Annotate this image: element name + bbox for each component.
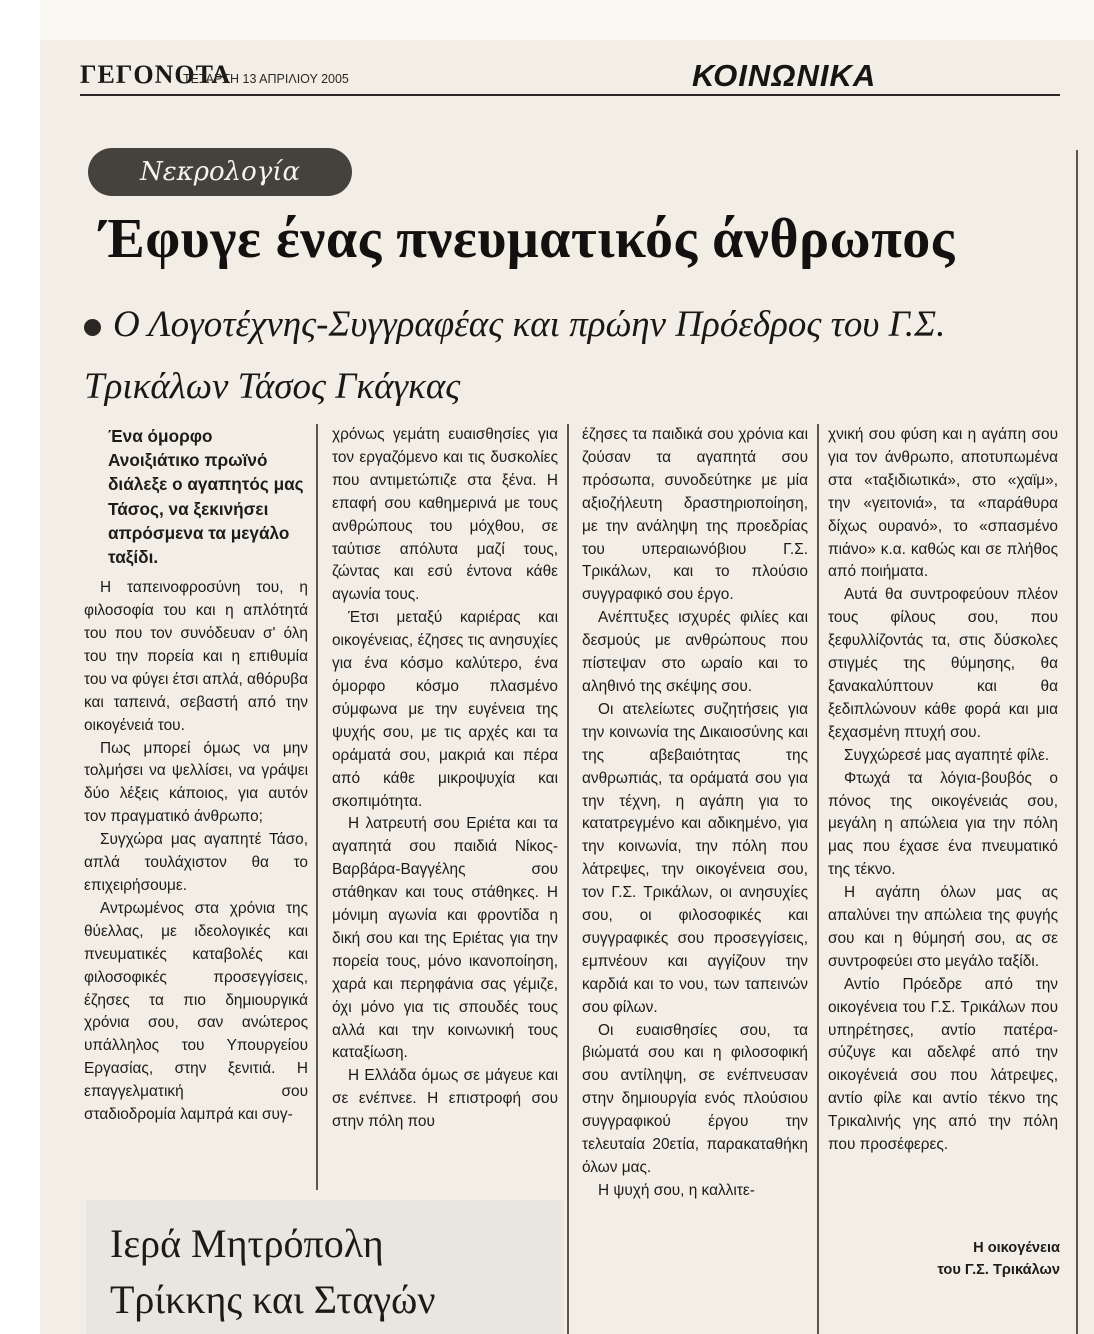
subheadline xyxy=(84,294,1044,418)
headline: Έφυγε ένας πνευματικός άνθρωπος xyxy=(100,208,955,270)
paragraph: χρόνως γεμάτη ευαισθησίες για τον εργαζόμενο και τις δυσκολίες που αντιμετώπιζε στα ξένα. Η επαφή σου καθημερινά με τους ανθρώπους του μόχθου, σε ταύτισε απόλυτα μαζί τους, ζώντας και εσύ έντονα κάθε αγωνία τους. xyxy=(332,426,558,604)
article-column-1 xyxy=(84,424,308,1127)
paragraph: Συγχώρα μας αγαπητέ Τάσο, απλά τουλάχιστον θα το επιχειρήσουμε. xyxy=(84,831,308,894)
adjacent-ad-text xyxy=(110,1216,550,1328)
section-title: ΚΟΙΝΩΝΙΚΑ xyxy=(692,58,877,93)
paragraph: Φτωχά τα λόγια-βουβός ο πόνος της οικογένειάς σου, μεγάλη η απώλεια για την πόλη μας που έχασε ένα πνευματικό της τέκνο. xyxy=(828,769,1058,879)
signature-line: του Γ.Σ. Τρικάλων xyxy=(937,1262,1060,1278)
paragraph: Συγχώρεσέ μας αγαπητέ φίλε. xyxy=(844,746,1050,764)
paragraph: Έτσι μεταξύ καριέρας και οικογένειας, έζησες τις ανησυχίες για ένα κόσμο καλύτερο, ένα όμορφο κόσμο πλασμένο σύμφωνα με την ευγένεια της ψυχής σου, με τις αρχές και τα οράματά σου, μακριά και πέρα από κάθε μικροψυχία και σκοπιμότητα. xyxy=(332,609,558,810)
paragraph: Αντρωμένος στα χρόνια της θύελλας, με ιδεολογικές και πνευματικές καταβολές και φιλοσοφικές προσεγγίσεις, έζησες τα πιο δημιουργικά χρόνια σου, σαν ανώτερος υπάλληλος του Υπουργείου Εργασίας, στην ξενιτιά. Η επαγγελματική σου σταδιοδρομία λαμπρά και συγ- xyxy=(84,899,308,1124)
masthead xyxy=(80,58,1060,96)
column-rule-3 xyxy=(817,424,819,1334)
ad-line: Τρίκκης και Σταγών xyxy=(110,1277,436,1322)
signature xyxy=(820,1237,1060,1281)
signature-line: Η οικογένεια xyxy=(973,1240,1060,1256)
paragraph: Η ψυχή σου, η καλλιτε- xyxy=(598,1181,755,1199)
paragraph: Οι ατελείωτες συζητήσεις για την κοινωνία της Δικαιοσύνης και της αβεβαιότητας της ανθρωπιάς, τα οράματά σου για την τέχνη, η αγάπη για το κατατρεγμένο και αδικημένο, για την κοινωνία, την πόλη που λάτρεψες, την οικογένεια σου, τον Γ.Σ. Τρικάλων, οι ανησυχίες σου, οι φιλοσοφικές και συγγραφικές σου προσεγγίσεις, εμπνέουν και αγγίζουν την καρδιά και το νου, των ταπεινών σου φίλων. xyxy=(582,700,808,1016)
paragraph: Η ταπεινοφροσύνη του, η φιλοσοφία του και η απλότητά του που τον συνόδευαν σ' όλη του την πορεία και η επιθυμία του να φύγει έτσι απλά, αθόρυβα και ταπεινά, σεβαστή από την οικογένειά του. xyxy=(84,579,308,734)
column-rule-1 xyxy=(316,424,318,1190)
paragraph: Η λατρευτή σου Εριέτα και τα αγαπητά σου παιδιά Νίκος-Βαρβάρα-Βαγγέλης σου στάθηκαν και τους στάθηκες. Η μόνιμη αγωνία και φροντίδα η δική σου και της Εριέτας για την πορεία τους, μόνο ικανοποίηση, χαρά και περηφάνια σας γέμιζε, όχι μόνο για τις σπουδές τους αλλά και την κοινωνική τους καταξίωση. xyxy=(332,815,558,1062)
article-column-4 xyxy=(828,424,1058,1157)
ad-line: Ιερά Μητρόπολη xyxy=(110,1221,384,1266)
paragraph: έζησες τα παιδικά σου χρόνια και ζούσαν τα αγαπητά σου πρόσωπα, συνοδεύτηκε με μία αξιοζήλευτη δραστηριοποίηση, με την ανάληψη της προεδρίας του υπεραιωνόβιου Γ.Σ. Τρικάλων, και το πλούσιο συγγραφικό σου έργο. xyxy=(582,426,808,604)
paragraph: Η Ελλάδα όμως σε μάγευε και σε ενέπνεε. Η επιστροφή σου στην πόλη που xyxy=(332,1067,558,1131)
paragraph: Αντίο Πρόεδρε από την οικογένεια του Γ.Σ. Τρικάλων που υπηρέτησες, αντίο πατέρα-σύζυγε και αδελφέ από την οικογένειά σου που λάτρεψες, αντίο φίλε και αντίο τέκνο της Τρικαλινής γης από την πόλη που προσέφερες. xyxy=(828,975,1058,1154)
newspaper-brand: ΓΕΓΟΝΟΤΑ xyxy=(80,60,232,89)
category-label: Νεκρολογία xyxy=(88,148,352,196)
paragraph: Πως μπορεί όμως να μην τολμήσει να ψελλίσει, να γράψει δύο λέξεις κάποιος, για αυτόν τον πραγματικό άνθρωπο; xyxy=(84,739,308,826)
paragraph: Ανέπτυξες ισχυρές φιλίες και δεσμούς με ανθρώπους που πίστεψαν στο ωραίο και το αληθινό της σκέψης σου. xyxy=(582,609,808,695)
article-column-3 xyxy=(582,424,808,1203)
paragraph: Η αγάπη όλων μας ας απαλύνει την απώλεια της φυγής σου και η θύμησή σου, ας σε συντροφεύει στο μεγάλο ταξίδι. xyxy=(828,884,1058,970)
article-lede: Ένα όμορφο Ανοιξιάτικο πρωϊνό διάλεξε ο αγαπητός μας Τάσος, να ξεκινήσει απρόσμενα τα μεγάλο ταξίδι. xyxy=(108,426,304,568)
paper-fold xyxy=(40,0,1094,40)
subheadline-text: Ο Λογοτέχνης-Συγγραφέας και πρώην Πρόεδρος του Γ.Σ. Τρικάλων Τάσος Γκάγκας xyxy=(84,304,946,407)
article-column-2 xyxy=(332,424,558,1134)
bullet-icon xyxy=(84,319,101,336)
paragraph: Οι ευαισθησίες σου, τα βιώματά σου και η φιλοσοφική σου αντίληψη, σε ενέπνευσαν στην δημιουργία ενός πλούσιου συγγραφικού έργου την τελευταία 20ετία, παρακαταθήκη όλων μας. xyxy=(582,1021,808,1176)
column-rule-right xyxy=(1076,150,1078,1334)
scan-margin xyxy=(0,0,40,1334)
paragraph: χνική σου φύση και η αγάπη σου για τον άνθρωπο, αποτυπωμένα στα «ταξιδιωτικά», στο «χαϊμ», την «γειτονιά», τα «παράθυρα δίχως ουρανό», το «σπασμένο πιάνο» κ.α. καθώς και σε πλήθος από ποιήματα. xyxy=(828,426,1058,581)
paragraph: Αυτά θα συντροφεύουν πλέον τους φίλους σου, που ξεφυλλίζοντάς τα, στις δύσκολες στιγμές της θύμησης, θα ξανακαλύπτουν και θα ξεδιπλώνουν κάθε φορά και μια ξεχασμένη πτυχή σου. xyxy=(828,586,1058,741)
column-rule-2 xyxy=(567,424,569,1334)
issue-date: ΤΕΤΑΡΤΗ 13 ΑΠΡΙΛΙΟΥ 2005 xyxy=(183,72,349,86)
